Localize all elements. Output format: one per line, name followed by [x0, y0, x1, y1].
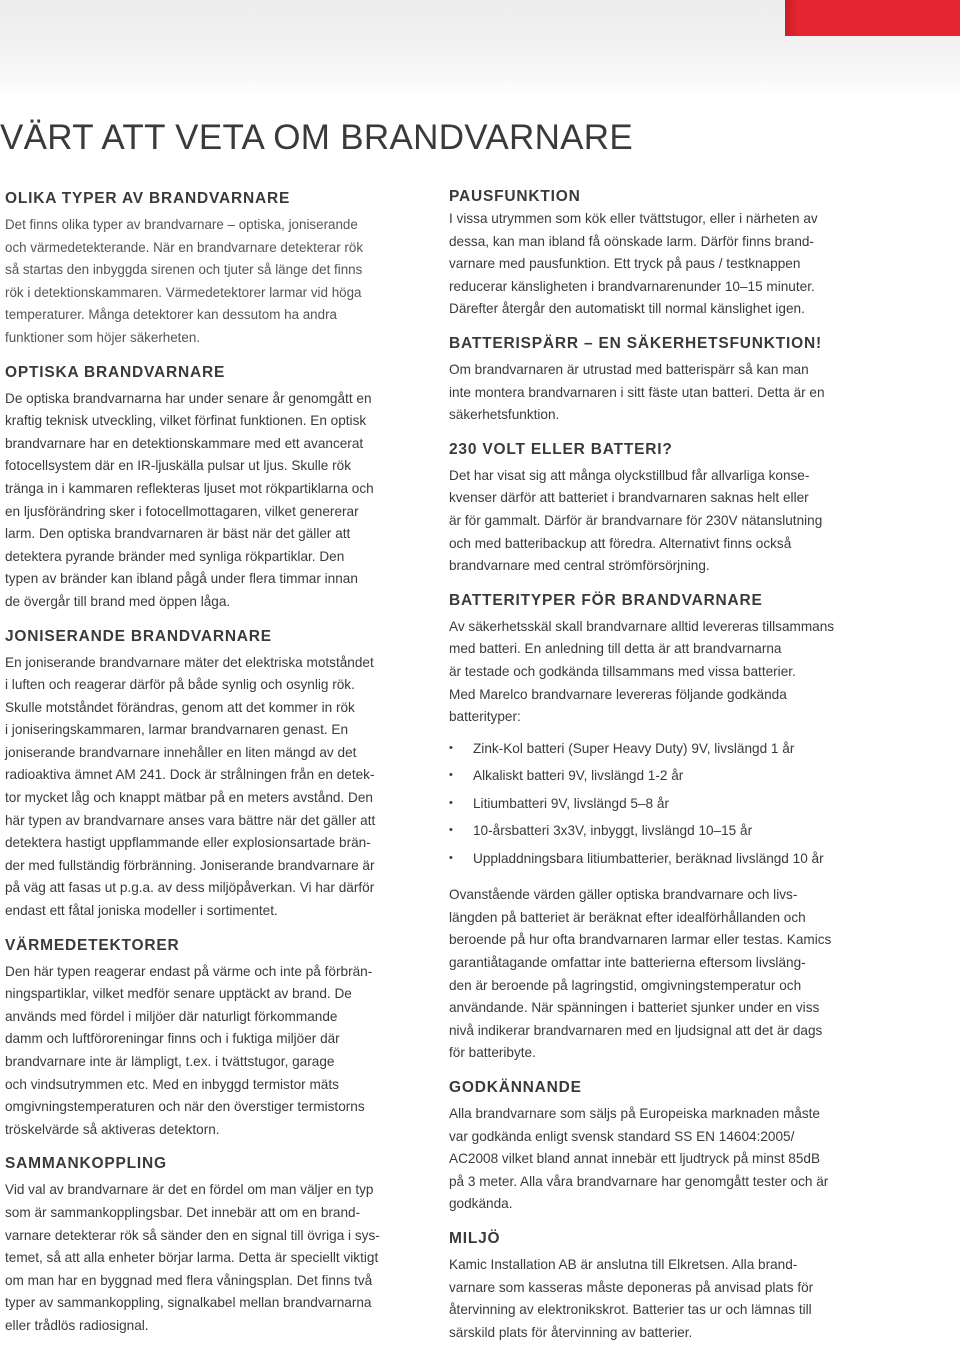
section-heading: OPTISKA BRANDVARNARE — [5, 363, 226, 381]
section-body: Det finns olika typer av brandvarnare – optiska, joniserande och värmedetekterande. När en brandvarnare detekterar rök så startas den inbyggda sirenen och tjuter så länge det finns rök i detektionskammaren. Värmedetektorer larmar vid höga temperaturer. Många detektorer kan dessutom ha andra funktioner som höjer säkerheten. — [5, 217, 364, 345]
battery-type-list — [449, 735, 869, 873]
list-item: • Litiumbatteri 9V, livslängd 5–8 år — [449, 790, 869, 818]
section-olika-typer — [5, 188, 425, 350]
section-body: Av säkerhetsskäl skall brandvarnare alltid levereras tillsammans med batteri. En anledning till detta är att brandvarnarna är testade och godkända tillsammans med vissa batterier. Med Marelco brandvarnare levereras följande godkända batterityper: — [449, 618, 835, 725]
list-item: • Zink-Kol batteri (Super Heavy Duty) 9V, livslängd 1 år — [449, 735, 869, 763]
section-heading: VÄRMEDETEKTORER — [5, 936, 180, 954]
section-heading: MILJÖ — [449, 1229, 501, 1247]
section-body-continued: Ovanstående värden gäller optiska brandvarnare och livs- längden på batteriet är beräknat efter idealförhållanden och beroende på hur ofta brandvarnaren larmar eller testas. Kamics garantiåtagande omfattar inte batterierna eftersom livsläng- den är beroende på lagringstid, omgivningstemperatur och användande. När spänningen i batteriet sjunker under en viss nivå indikerar brandvarnaren med en ljudsignal att det är dags för batteribyte. — [449, 887, 832, 1061]
list-item: • Uppladdningsbara litiumbatterier, beräknad livslängd 10 år — [449, 845, 869, 873]
bullet-icon: • — [449, 769, 453, 782]
section-heading: PAUSFUNKTION — [449, 188, 581, 205]
section-heading: OLIKA TYPER AV BRANDVARNARE — [5, 190, 291, 207]
section-body: Den här typen reagerar endast på värme och inte på förbrän- ningspartiklar, vilket medför senare upptäckt av brand. De används med fördel i miljöer där naturligt förkommande damm och luftföroreningar finns och i fuktiga miljöer där brandvarnare inte är lämpligt, t.ex. i tvättstugor, garage och vindsutrymmen etc. Med en inbyggd termistor mäts omgivningstemperaturen och när den överstiger termistorns tröskelvärde så aktiveras detektorn. — [5, 963, 373, 1137]
section-heading: BATTERITYPER FÖR BRANDVARNARE — [449, 591, 763, 609]
bullet-icon: • — [449, 824, 453, 837]
section-body: En joniserande brandvarnare mäter det elektriska motståndet i luften och reagerar därför på både synlig och osynlig rök. Skulle motståndet förändras, genom att det kommer in rök i joniseringskammaren, larmar brandvarnaren genast. En joniserande brandvarnare innehåller en liten mängd av det radioaktiva ämnet AM 241. Dock är strålningen från en detek- tor mycket låg och knappt mätbar på en meters avstånd. Den här typen av brandvarnare anses vara bättre när det gäller att detektera hastigt uppflammande eller explosionsartade brän- der med fullständig förbränning. Joniserande brandvarnare är på väg att fasas ut p.g.a. av dess miljöpåverkan. Vi har därför endast ett fåtal joniska modeller i sortimentet. — [5, 654, 376, 919]
section-heading: 230 VOLT ELLER BATTERI? — [449, 440, 673, 458]
section-230-volt — [449, 439, 869, 578]
section-optiska — [5, 362, 425, 614]
section-body: Vid val av brandvarnare är det en fördel om man väljer en typ som är sammankopplingsbar. Det innebär att om en brand- varnare detekterar rök så sänder den en signal till övriga i sys- temet, så att alla enheter börjar larma. Detta är speciellt viktigt om man har en byggnad med flera våningsplan. Det finns två typer av sammankoppling, signalkabel mellan brandvarnarna eller trådlös radiosignal. — [5, 1182, 380, 1333]
section-sammankoppling — [5, 1153, 425, 1337]
section-heading: JONISERANDE BRANDVARNARE — [5, 627, 272, 645]
section-body: De optiska brandvarnarna har under senare år genomgått en kraftig teknisk utveckling, vilket förfinat funktionen. En optisk brandvarnare har en detektionskammare med ett avancerat fotocellsystem där en IR-ljuskälla pulsar ut ljus. Skulle rök tränga in i kammaren reflekteras ljuset mot rökpartiklarna och en ljusförändring sker i fotocellmottagaren, vilket genererar larm. Den optiska brandvarnaren är bäst när det gäller att detektera pyrande bränder med synliga rökpartiklar. Den typen av bränder kan ibland pågå under flera timmar innan de övergår till brand med öppen låga. — [5, 390, 374, 609]
top-band-shade — [0, 60, 960, 100]
section-batterisparr — [449, 333, 869, 427]
list-item: • Alkaliskt batteri 9V, livslängd 1-2 år — [449, 762, 869, 790]
red-tab-notch — [785, 0, 799, 36]
page-title: VÄRT ATT VETA OM BRANDVARNARE — [0, 118, 634, 157]
left-column — [5, 188, 425, 1338]
section-godkannande — [449, 1077, 869, 1216]
section-pausfunktion — [449, 186, 869, 321]
bullet-icon: • — [449, 741, 453, 754]
bullet-icon: • — [449, 851, 453, 864]
section-batterityper — [449, 590, 869, 1065]
red-corner-tab — [785, 0, 960, 36]
section-body: Kamic Installation AB är anslutna till Elkretsen. Alla brand- varnare som kasseras måste deponeras på anvisad plats för återvinning av elektronikskrot. Batterier tas ur och lämnas till särskild plats för återvinning av batterier. — [449, 1256, 814, 1340]
section-body: Det har visat sig att många olyckstillbud får allvarliga konse- kvenser därför att batteriet i brandvarnaren saknas helt eller är för gammalt. Därför är brandvarnare för 230V nätanslutning och med batteribackup att föredra. Alternativt finns också brandvarnare med central strömförsörjning. — [449, 467, 823, 574]
right-column — [449, 186, 869, 1344]
section-heading: GODKÄNNANDE — [449, 1078, 582, 1096]
bullet-icon: • — [449, 796, 453, 809]
section-heading: BATTERISPÄRR – EN SÄKERHETSFUNKTION! — [449, 334, 822, 352]
section-miljo — [449, 1228, 869, 1344]
list-item: • 10-årsbatteri 3x3V, inbyggt, livslängd 10–15 år — [449, 817, 869, 845]
section-joniserande — [5, 626, 425, 923]
section-body: Alla brandvarnare som säljs på Europeiska marknaden måste var godkända enligt svensk standard SS EN 14604:2005/ AC2008 vilket bland annat innebär ett ljudtryck på minst 85dB på 3 meter. Alla våra brandvarnare har genomgått tester och är godkända. — [449, 1105, 829, 1212]
section-body: Om brandvarnaren är utrustad med batterispärr så kan man inte montera brandvarnaren i sitt fäste utan batteri. Detta är en säkerhetsfunktion. — [449, 361, 825, 423]
section-varmedetektorer — [5, 935, 425, 1142]
section-heading: SAMMANKOPPLING — [5, 1155, 167, 1173]
section-body: I vissa utrymmen som kök eller tvättstugor, eller i närheten av dessa, kan man ibland få oönskade larm. Därför finns brand- varnare med pausfunktion. Ett tryck på paus / testknappen reducerar känsligheten i brandvarnarenunder 10–15 minuter. Därefter återgår den automatiskt till normal känslighet igen. — [449, 211, 818, 317]
